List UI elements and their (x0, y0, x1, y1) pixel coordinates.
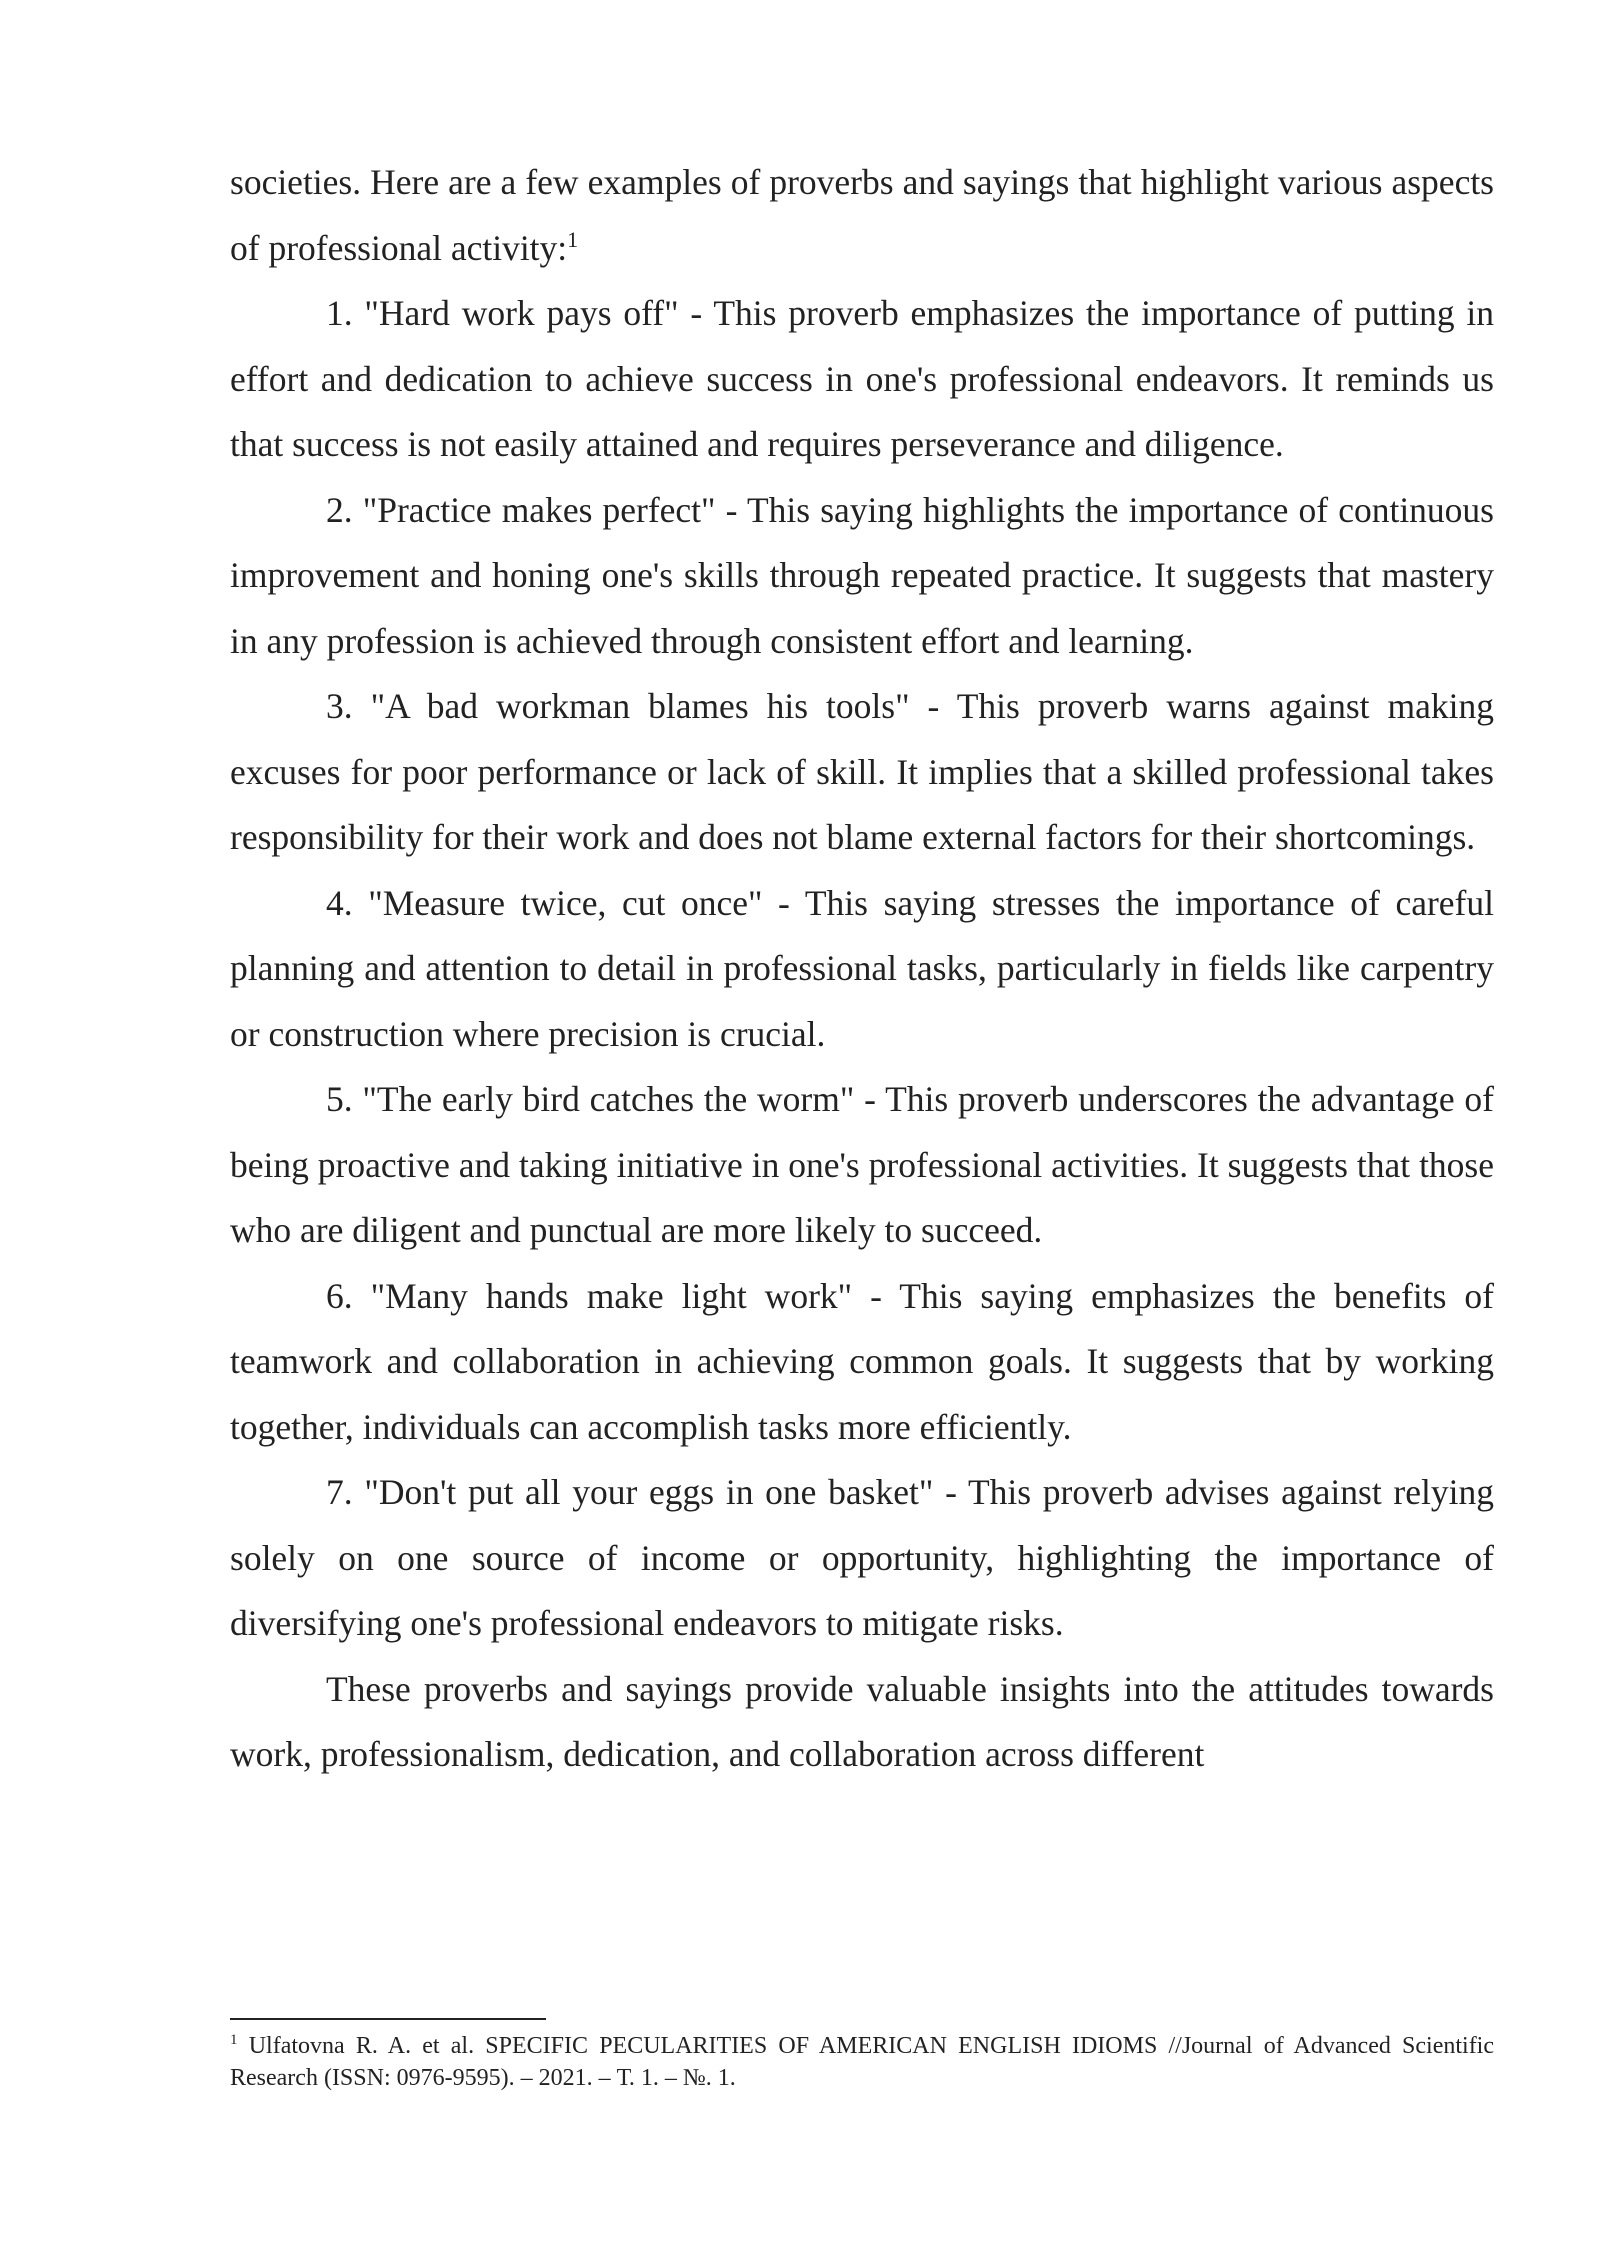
proverb-item-4: 4. "Measure twice, cut once" - This saying stresses the importance of careful planning and attention to detail in professional tasks, particularly in fields like carpentry or construction where precision is crucial. (230, 882, 1494, 1054)
proverb-item-5: 5. "The early bird catches the worm" - This proverb underscores the advantage of being proactive and taking initiative in one's professional activities. It suggests that those who are diligent and punctual are more likely to succeed. (230, 1079, 1494, 1250)
footnote-reference: 1 (567, 226, 579, 252)
document-body (230, 150, 1494, 1788)
proverb-item-3: 3. "A bad workman blames his tools" - This proverb warns against making excuses for poor performance or lack of skill. It implies that a skilled professional takes responsibility for their work and does not blame external factors for their shortcomings. (230, 686, 1494, 857)
footnote-text: Ulfatovna R. A. et al. SPECIFIC PECULARITIES OF AMERICAN ENGLISH IDIOMS //Journal of Advanced Scientific Research (ISSN: 0976-9595). – 2021. – Т. 1. – №. 1. (230, 2033, 1495, 2091)
intro-text: societies. Here are a few examples of proverbs and sayings that highlight various aspects of professional activity: (230, 162, 1494, 268)
proverb-item-1: 1. "Hard work pays off" - This proverb emphasizes the importance of putting in effort and dedication to achieve success in one's professional endeavors. It reminds us that success is not easily attained and requires perseverance and diligence. (230, 293, 1494, 464)
proverb-item-6: 6. "Many hands make light work" - This saying emphasizes the benefits of teamwork and collaboration in achieving common goals. It suggests that by working together, individuals can accomplish tasks more efficiently. (230, 1275, 1494, 1447)
footnote-separator (230, 2018, 546, 2020)
proverb-item-7: 7. "Don't put all your eggs in one basket" - This proverb advises against relying solely on one source of income or opportunity, highlighting the importance of diversifying one's professional endeavors to mitigate risks. (230, 1472, 1494, 1643)
footnote-area (230, 2018, 1494, 2094)
intro-paragraph (230, 150, 1494, 281)
footnote-marker: 1 (230, 2032, 238, 2048)
conclusion-paragraph: These proverbs and sayings provide valuable insights into the attitudes towards work, professionalism, dedication, and collaboration across different (230, 1668, 1494, 1774)
footnote-1 (230, 2030, 1494, 2094)
proverb-item-2: 2. "Practice makes perfect" - This saying highlights the importance of continuous improvement and honing one's skills through repeated practice. It suggests that mastery in any profession is achieved through consistent effort and learning. (230, 489, 1494, 661)
